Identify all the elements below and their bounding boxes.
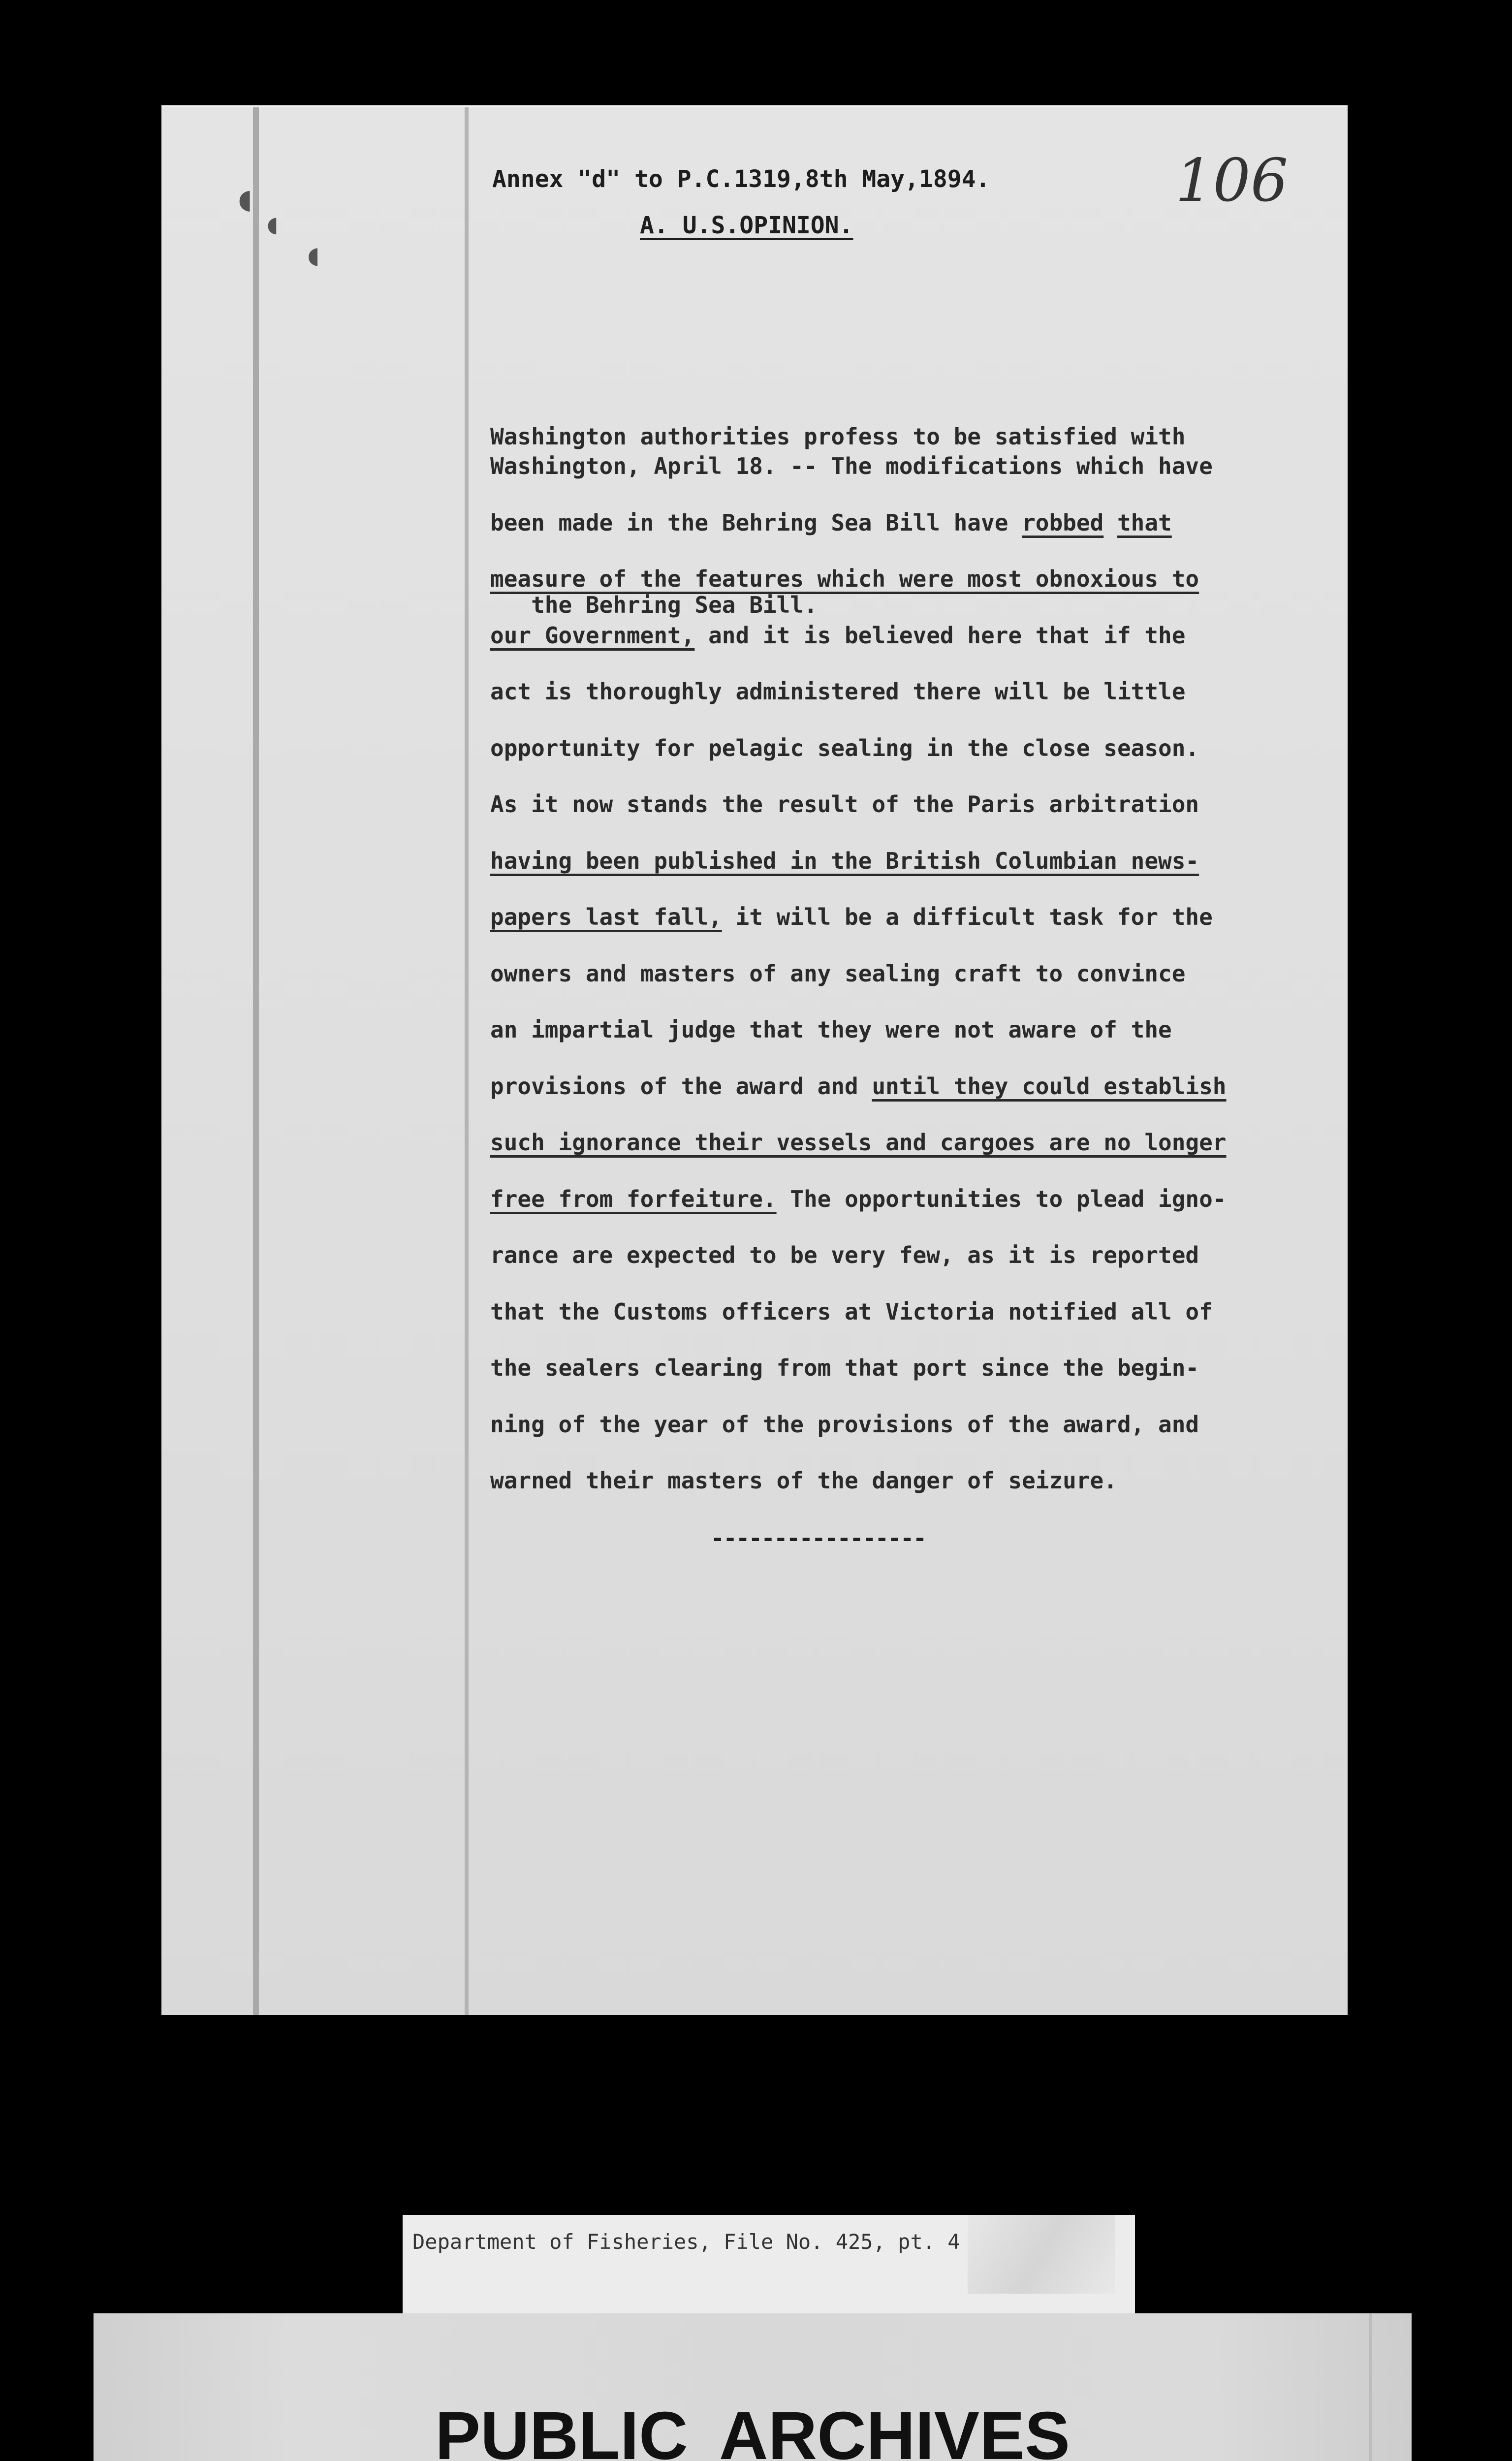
- body-line: [490, 720, 1332, 777]
- margin-rule-right: [465, 107, 469, 2015]
- punch-hole-mark: ◖: [304, 238, 322, 272]
- body-text: [1103, 509, 1117, 536]
- body-line: [490, 438, 1332, 495]
- body-line: [490, 1396, 1332, 1453]
- underlined-text: papers last fall,: [490, 904, 722, 930]
- handwritten-page-number: 106: [1175, 147, 1289, 215]
- body-line: [490, 663, 1332, 720]
- lead-line: Washington authorities profess to be satisfied with: [490, 423, 1186, 450]
- body-line: [490, 495, 1332, 551]
- underlined-text: that: [1117, 509, 1172, 536]
- body-line: [490, 1114, 1332, 1171]
- body-line: [490, 551, 1332, 607]
- body-line: [490, 1452, 1332, 1509]
- body-text: the sealers clearing from that port since the begin-: [490, 1355, 1199, 1381]
- body-line: [490, 607, 1332, 664]
- archive-line-english: PUBLIC ARCHIVES: [435, 2398, 1070, 2461]
- body-line: [490, 776, 1332, 833]
- body-text: act is thoroughly administered there will be little: [490, 678, 1186, 705]
- body-text: The opportunities to plead igno-: [776, 1185, 1227, 1212]
- body-text: an impartial judge that they were not aware of the: [490, 1016, 1172, 1043]
- body-text: that the Customs officers at Victoria notified all of: [490, 1298, 1213, 1325]
- punch-hole-mark: ◖: [264, 208, 281, 240]
- separator-line: -----------------: [711, 1525, 926, 1551]
- body-text: Washington, April 18. -- The modifications which have: [490, 453, 1213, 479]
- body-text: and it is believed here that if the: [694, 622, 1186, 649]
- body-line: [490, 1340, 1332, 1396]
- body-line: [490, 1284, 1332, 1340]
- body-line: [490, 1002, 1332, 1058]
- body-text: provisions of the award and: [490, 1073, 872, 1100]
- body-text: owners and masters of any sealing craft to convince: [490, 960, 1186, 987]
- card-fold-edge: [1369, 2313, 1372, 2461]
- underlined-text: until they could establish: [872, 1073, 1227, 1100]
- underlined-text: such ignorance their vessels and cargoes are no longer: [490, 1129, 1227, 1156]
- body-text: it will be a difficult task for the: [722, 904, 1213, 930]
- margin-rule-left: [253, 107, 259, 2015]
- annex-heading: Annex "d" to P.C.1319,8th May,1894.: [492, 165, 990, 193]
- body-text: As it now stands the result of the Paris arbitration: [490, 791, 1199, 818]
- archive-stamp-card: [94, 2313, 1412, 2461]
- body-text: warned their masters of the danger of seizure.: [490, 1467, 1117, 1494]
- document-page: [161, 105, 1348, 2015]
- punch-hole-mark: ◖: [234, 178, 255, 219]
- file-label-slip: [403, 2215, 1135, 2313]
- lead-line: the Behring Sea Bill.: [490, 592, 818, 618]
- opinion-heading: A. U.S.OPINION.: [640, 212, 853, 239]
- body-text: ning of the year of the provisions of the award, and: [490, 1411, 1199, 1438]
- body-line: [490, 1058, 1332, 1115]
- file-label-text: Department of Fisheries, File No. 425, pt. 4: [412, 2230, 960, 2254]
- body-paragraph: [490, 438, 1332, 1509]
- body-text: rance are expected to be very few, as it is reported: [490, 1242, 1199, 1268]
- body-text: opportunity for pelagic sealing in the close season.: [490, 734, 1199, 761]
- body-text: been made in the Behring Sea Bill have: [490, 509, 1022, 536]
- underlined-text: measure of the features which were most obnoxious to: [490, 566, 1199, 592]
- body-line: [490, 1171, 1332, 1228]
- body-line: [490, 889, 1332, 946]
- underlined-text: our Government,: [490, 622, 695, 649]
- underlined-text: having been published in the British Columbian news-: [490, 847, 1199, 874]
- body-line: [490, 946, 1332, 1002]
- body-line: [490, 1227, 1332, 1284]
- body-line: [490, 833, 1332, 889]
- underlined-text: free from forfeiture.: [490, 1185, 777, 1212]
- underlined-text: robbed: [1022, 509, 1104, 536]
- label-tear-mark: [968, 2215, 1115, 2294]
